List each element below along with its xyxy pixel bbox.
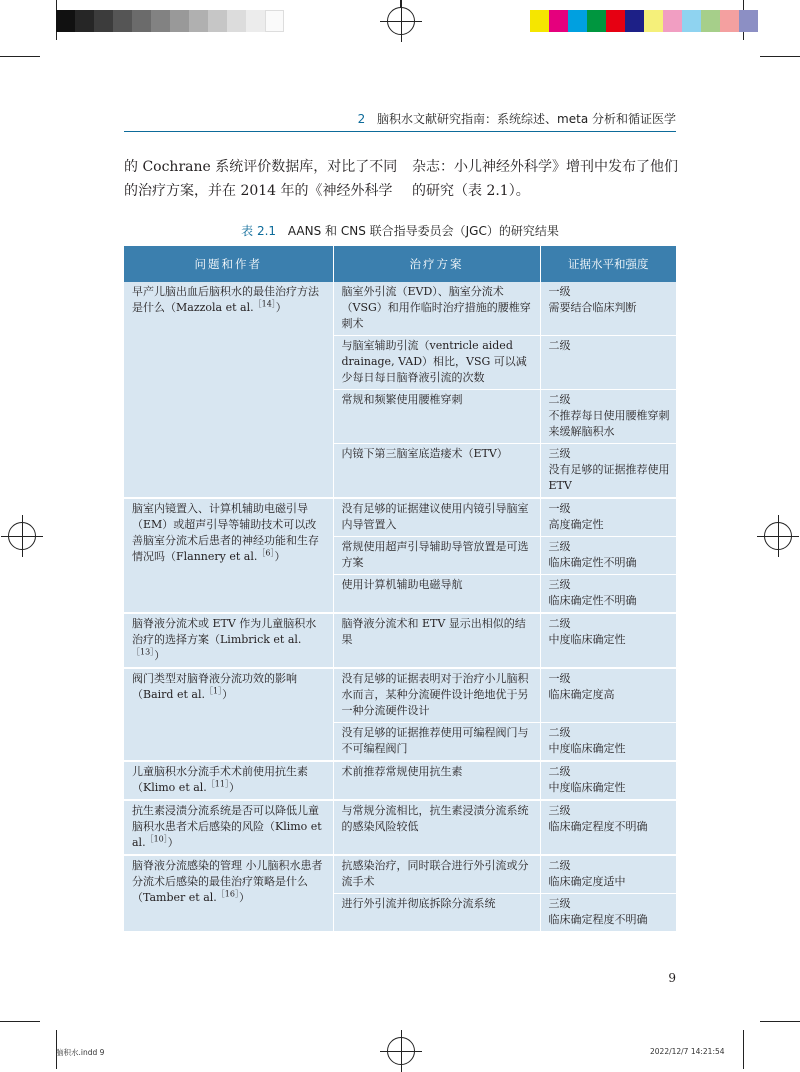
question-text: 儿童脑积水分流手术术前使用抗生素（Klimo et al. [132,765,308,794]
evidence-cell [540,723,676,762]
question-close: ） [222,688,234,701]
question-close: ） [229,781,240,794]
grayscale-bar [56,10,284,32]
table-row [124,855,676,894]
treatment-cell: 使用计算机辅助电磁导航 [333,575,540,614]
table-row [124,498,676,537]
table-caption-number: 表 2.1 [241,224,277,238]
intro-line: 的治疗方案，并在 2014 年的《神经外科学 [124,183,393,199]
evidence-line: 一级 [548,672,571,685]
evidence-cell [540,894,676,932]
evidence-cell [540,444,676,499]
treatment-cell: 内镜下第三脑室底造瘘术（ETV） [333,444,540,499]
question-text: 脑脊液分流术或 ETV 作为儿童脑积水治疗的选择方案（Limbrick et al. [132,617,317,646]
table-caption-title: AANS 和 CNS 联合指导委员会（JGC）的研究结果 [287,224,559,238]
treatment-cell: 抗感染治疗，同时联合进行外引流或分流手术 [333,855,540,894]
question-cell [124,800,333,855]
question-text: 脑室内镜置入、计算机辅助电磁引导（EM）或超声引导等辅助技术可以改善脑室分流术后患者的神经功能和生存情况吗（Flannery et al. [132,502,319,563]
evidence-line: 一级 [548,502,571,515]
evidence-cell [540,390,676,444]
evidence-line: 高度确定性 [548,518,604,531]
treatment-cell: 常规和频繁使用腰椎穿刺 [333,390,540,444]
evidence-line: 临床确定性不明确 [548,594,637,607]
question-cell [124,855,333,932]
reference-number: ［1］ [204,686,223,696]
evidence-line: 临床确定程度不明确 [548,913,648,926]
table-row [124,761,676,800]
intro-line: 的 Cochrane 系统评价数据库，对比了不同 [124,159,398,175]
evidence-cell [540,800,676,855]
question-text: 脑脊液分流感染的管理 小儿脑积水患者分流术后感染的最佳治疗策略是什么（Tamber et al. [132,859,323,904]
evidence-cell [540,336,676,390]
treatment-cell: 常规使用超声引导辅助导管放置是可选方案 [333,537,540,575]
treatment-cell: 脑脊液分流术和 ETV 显示出相似的结果 [333,613,540,668]
intro-line: 杂志：小儿神经外科学》增刊中发布了他们 [412,159,678,175]
registration-mark-right [764,522,792,550]
reference-number: ［6］ [257,548,275,558]
color-bar [530,10,758,32]
reference-number: ［10］ [145,834,168,844]
intro-line: 的研究（表 2.1）。 [412,183,530,199]
evidence-cell [540,498,676,537]
evidence-line: 三级 [548,578,571,591]
chapter-title: 脑积水文献研究指南：系统综述、meta 分析和循证医学 [377,112,676,126]
evidence-line: 需要结合临床判断 [548,301,637,314]
running-header [358,110,676,127]
table-row [124,800,676,855]
treatment-cell: 没有足够的证据推荐使用可编程阀门与不可编程阀门 [333,723,540,762]
evidence-cell [540,855,676,894]
evidence-line: 二级 [548,859,571,872]
header-rule [124,131,676,132]
treatment-cell: 没有足够的证据表明对于治疗小儿脑积水而言，某种分流硬件设计绝地优于另一种分流硬件设计 [333,668,540,723]
reference-number: ［13］ [132,647,155,657]
column-header: 问题和作者 [124,246,333,282]
question-cell [124,613,333,668]
question-cell [124,668,333,761]
question-text: 抗生素浸渍分流系统是否可以降低儿童脑积水患者术后感染的风险（Klimo et al. [132,804,322,849]
evidence-cell [540,668,676,723]
question-cell [124,282,333,498]
evidence-line: 二级 [548,617,571,630]
registration-mark-left [8,522,36,550]
evidence-cell [540,537,676,575]
table-header-row [124,246,676,282]
evidence-line: 三级 [548,897,571,910]
question-text: 阀门类型对脑脊液分流功效的影响（Baird et al. [132,672,297,701]
table-caption [124,222,676,239]
question-cell [124,761,333,800]
question-cell [124,498,333,613]
treatment-cell: 与常规分流相比，抗生素浸渍分流系统的感染风险较低 [333,800,540,855]
chapter-number: 2 [357,112,366,126]
evidence-line: 没有足够的证据推荐使用 ETV [548,463,670,492]
intro-left-column [124,155,397,203]
reference-number: ［16］ [216,889,239,899]
evidence-cell [540,575,676,614]
table-row [124,613,676,668]
column-header: 证据水平和强度 [540,246,676,282]
page-number: 9 [668,971,676,985]
treatment-cell: 没有足够的证据建议使用内镜引导脑室内导管置入 [333,498,540,537]
evidence-cell [540,761,676,800]
results-table [124,246,676,932]
table-body [124,282,676,932]
question-close: ） [274,550,286,563]
evidence-line: 二级 [548,339,571,352]
reference-number: ［11］ [206,779,229,789]
evidence-cell [540,613,676,668]
question-close: ） [275,301,287,314]
registration-mark-bottom [387,1037,415,1065]
evidence-line: 二级 [548,726,571,739]
evidence-line: 临床确定度适中 [548,875,626,888]
question-text: 早产儿脑出血后脑积水的最佳治疗方法是什么（Mazzola et al. [132,285,319,314]
evidence-line: 二级 [548,765,571,778]
question-close: ） [238,891,250,904]
evidence-line: 中度临床确定性 [548,633,626,646]
column-header: 治疗方案 [333,246,540,282]
evidence-line: 三级 [548,804,571,817]
treatment-cell: 术前推荐常规使用抗生素 [333,761,540,800]
reference-number: ［14］ [253,299,276,309]
table-row [124,282,676,336]
evidence-line: 不推荐每日使用腰椎穿刺来缓解脑积水 [548,409,670,438]
evidence-line: 临床确定程度不明确 [548,820,648,833]
intro-right-column [412,155,678,203]
evidence-line: 临床确定性不明确 [548,556,637,569]
evidence-line: 三级 [548,540,571,553]
evidence-line: 一级 [548,285,571,298]
evidence-line: 中度临床确定性 [548,781,626,794]
footer-timestamp: 2022/12/7 14:21:54 [650,1047,725,1056]
treatment-cell: 进行外引流并彻底拆除分流系统 [333,894,540,932]
evidence-line: 临床确定度高 [548,688,615,701]
evidence-cell [540,282,676,336]
question-close: ） [154,649,166,662]
treatment-cell: 脑室外引流（EVD）、脑室分流术（VSG）和用作临时治疗措施的腰椎穿刺术 [333,282,540,336]
table-row [124,668,676,723]
treatment-cell: 与脑室辅助引流（ventricle aided drainage, VAD）相比，VSG 可以减少每日每日脑脊液引流的次数 [333,336,540,390]
evidence-line: 中度临床确定性 [548,742,626,755]
registration-mark-top [387,7,415,35]
footer-file: 脑积水.indd 9 [56,1048,105,1057]
evidence-line: 三级 [548,447,571,460]
question-close: ） [167,836,179,849]
evidence-line: 二级 [548,393,571,406]
